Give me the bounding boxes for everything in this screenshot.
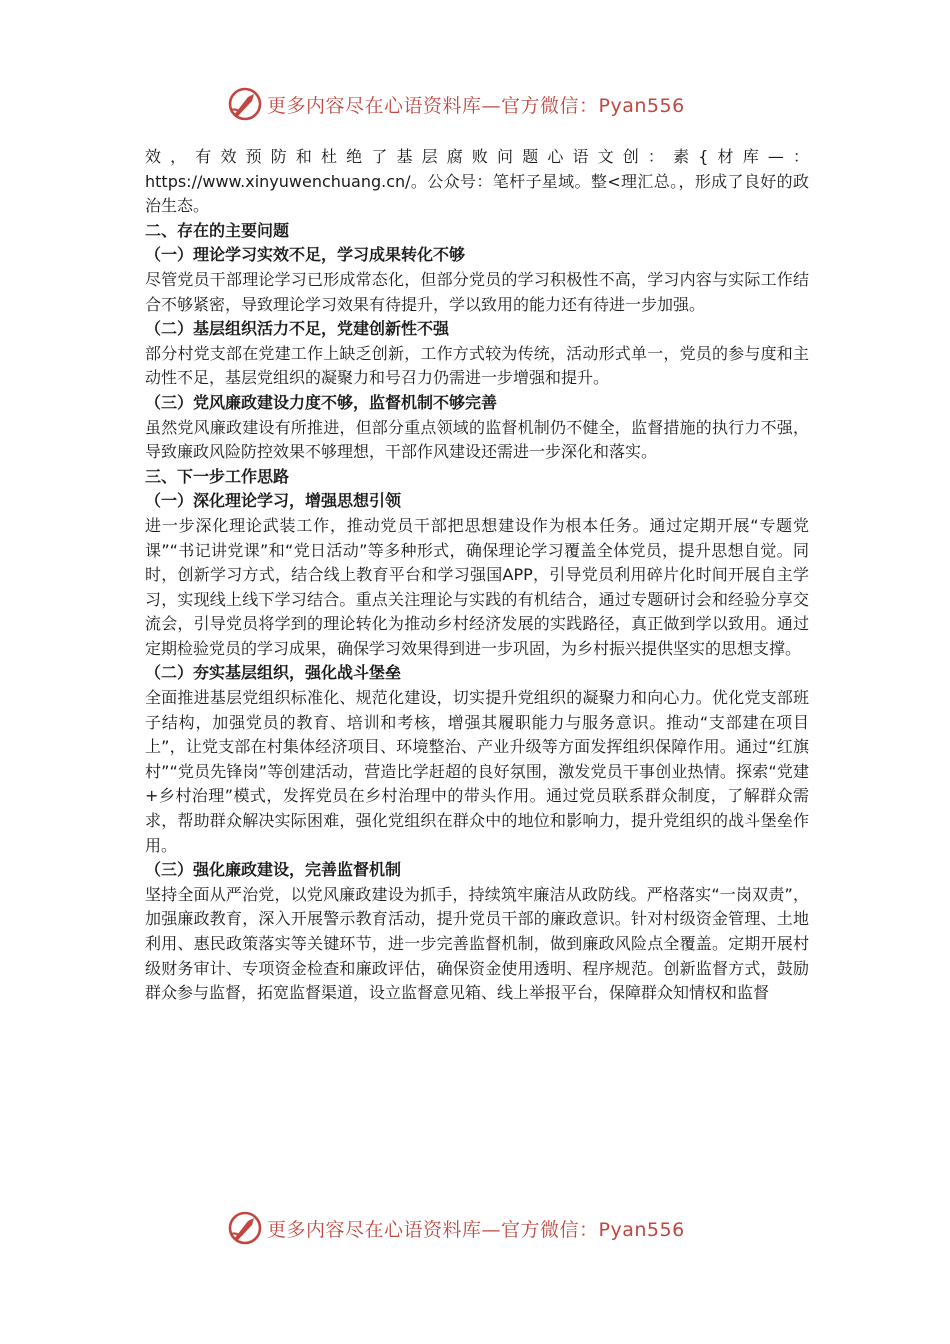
footer-banner	[227, 1208, 727, 1248]
paragraph: 尽管党员干部理论学习已形成常态化，但部分党员的学习积极性不高，学习内容与实际工作结合不够紧密，导致理论学习效果有待提升，学以致用的能力还有待进一步加强。	[145, 269, 809, 314]
document-body	[145, 145, 809, 1006]
wechat-id: Pyan556	[598, 1218, 685, 1241]
pen-nib-logo-icon	[227, 86, 263, 122]
section-heading-problems: 二、存在的主要问题	[145, 220, 290, 240]
paragraph: 进一步深化理论武装工作，推动党员干部把思想建设作为根本任务。通过定期开展“专题党课”“书记讲党课”和“党日活动”等多种形式，确保理论学习覆盖全体党员，提升思想自觉。同时，创新学习方式，结合线上教育平台和学习强国APP，引导党员利用碎片化时间开展自主学习，实现线上线下学习结合。重点关注理论与实践的有机结合，通过专题研讨会和经验分享交流会，引导党员将学到的理论转化为推动乡村经济发展的实践路径，真正做到学以致用。通过定期检验党员的学习成果，确保学习效果得到进一步巩固，为乡村振兴提供坚实的思想支撑。	[145, 515, 809, 658]
pen-nib-logo-icon	[227, 1210, 263, 1246]
subsection-heading: （三）强化廉政建设，完善监督机制	[145, 860, 402, 880]
subsection-heading: （一）理论学习实效不足，学习成果转化不够	[145, 245, 466, 265]
paragraph: 坚持全面从严治党，以党风廉政建设为抓手，持续筑牢廉洁从政防线。严格落实“一岗双责”，加强廉政教育，深入开展警示教育活动，提升党员干部的廉政意识。针对村级资金管理、土地利用、惠民政策落实等关键环节，进一步完善监督机制，做到廉政风险点全覆盖。定期开展村级财务审计、专项资金检查和廉政评估，确保资金使用透明、程序规范。创新监督方式，鼓励群众参与监督，拓宽监督渠道，设立监督意见箱、线上举报平台，保障群众知情权和监督	[145, 884, 809, 1003]
subsection-heading: （一）深化理论学习，增强思想引领	[145, 491, 402, 511]
intro-paragraph: 效，有效预防和杜绝了基层腐败问题心语文创：素{材库—：https://www.xinyuwenchuang.cn/。公众号：笔杆子星域。整<理汇总。，形成了良好的政治生态。	[145, 147, 809, 216]
subsection-heading: （二）夯实基层组织，强化战斗堡垒	[145, 663, 402, 683]
header-banner	[227, 84, 727, 124]
wechat-id: Pyan556	[598, 94, 685, 117]
paragraph: 部分村党支部在党建工作上缺乏创新，工作方式较为传统，活动形式单一，党员的参与度和主动性不足，基层党组织的凝聚力和号召力仍需进一步增强和提升。	[145, 343, 809, 388]
paragraph: 虽然党风廉政建设有所推进，但部分重点领域的监督机制仍不健全，监督措施的执行力不强，导致廉政风险防控效果不够理想，干部作风建设还需进一步深化和落实。	[145, 417, 809, 462]
subsection-heading: （三）党风廉政建设力度不够，监督机制不够完善	[145, 392, 498, 412]
paragraph: 全面推进基层党组织标准化、规范化建设，切实提升党组织的凝聚力和向心力。优化党支部班子结构，加强党员的教育、培训和考核，增强其履职能力与服务意识。推动“支部建在项目上”，让党支部在村集体经济项目、环境整治、产业升级等方面发挥组织保障作用。通过“红旗村”“党员先锋岗”等创建活动，营造比学赶超的良好氛围，激发党员干事创业热情。探索“党建+乡村治理”模式，发挥党员在乡村治理中的带头作用。通过党员联系群众制度，了解群众需求，帮助群众解决实际困难，强化党组织在群众中的地位和影响力，提升党组织的战斗堡垒作用。	[145, 688, 809, 855]
banner-text: 更多内容尽在心语资料库—官方微信：Pyan556	[267, 94, 685, 117]
subsection-heading: （二）基层组织活力不足，党建创新性不强	[145, 319, 450, 339]
section-heading-next-steps: 三、下一步工作思路	[145, 466, 290, 486]
banner-text: 更多内容尽在心语资料库—官方微信：Pyan556	[267, 1218, 685, 1241]
